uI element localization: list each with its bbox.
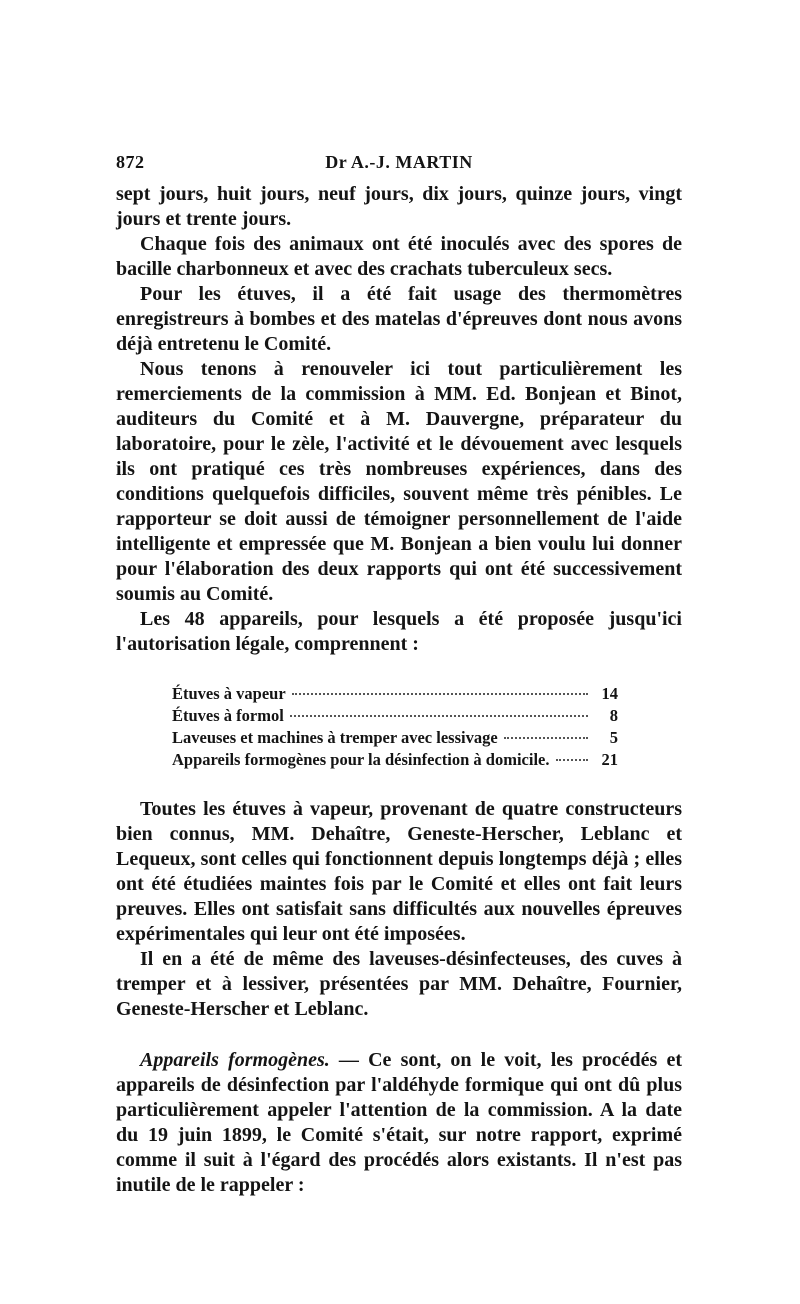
dot-leader [556, 759, 588, 761]
paragraph: Chaque fois des animaux ont été inoculés avec des spores de bacille charbonneux et avec des crachats tuberculeux secs. [116, 233, 682, 280]
list-item-label: Étuves à vapeur [172, 684, 286, 703]
body-text [116, 182, 682, 1198]
list-item [172, 705, 618, 727]
paragraph: sept jours, huit jours, neuf jours, dix jours, quinze jours, vingt jours et trente jours. [116, 183, 682, 230]
appareils-list [172, 683, 618, 771]
list-item-label: Laveuses et machines à tremper avec lessivage [172, 728, 498, 747]
section-paragraph [116, 1048, 682, 1198]
list-item-count: 5 [609, 728, 618, 747]
list-item [172, 683, 618, 705]
list-item-count: 21 [601, 750, 618, 769]
list-item-label: Appareils formogènes pour la désinfection à domicile. [172, 750, 550, 769]
list-item [172, 727, 618, 749]
page-number: 872 [116, 152, 145, 172]
list-item-count: 14 [601, 684, 618, 703]
paragraph: Nous tenons à renouveler ici tout particulièrement les remerciements de la commission à MM. Ed. Bonjean et Binot, auditeurs du Comité et à M. Dauvergne, préparateur du laboratoire, pour le zèle, l'activité et le dévouement avec lesquels ils ont pratiqué ces très nombreuses expériences, dans des conditions quelquefois difficiles, souvent même très pénibles. Le rapporteur se doit aussi de témoigner personnellement de l'aide intelligente et empressée que M. Bonjean a bien voulu lui donner pour l'élaboration des deux rapports qui ont été successivement soumis au Comité. [116, 358, 682, 605]
dot-leader [504, 737, 588, 739]
paragraph: Les 48 appareils, pour lesquels a été proposée jusqu'ici l'autorisation légale, comprennent : [116, 608, 682, 655]
list-item [172, 749, 618, 771]
paragraph: Pour les étuves, il a été fait usage des thermomètres enregistreurs à bombes et des matelas d'épreuves dont nous avons déjà entretenu le Comité. [116, 283, 682, 355]
section-gap [116, 1022, 682, 1048]
list-item-count: 8 [609, 706, 618, 725]
page-header [116, 148, 682, 176]
list-item-label: Étuves à formol [172, 706, 284, 725]
paragraph: Il en a été de même des laveuses-désinfecteuses, des cuves à tremper et à lessiver, présentées par MM. Dehaître, Fournier, Geneste-Herscher et Leblanc. [116, 948, 682, 1020]
section-text: — Ce sont, on le voit, les procédés et appareils de désinfection par l'aldéhyde formique qui ont dû plus particulièrement appeler l'attention de la commission. A la date du 19 juin 1899, le Comité s'était, sur notre rapport, exprimé comme il suit à l'égard des procédés alors existants. Il n'est pas inutile de le rappeler : [116, 1049, 682, 1196]
dot-leader [292, 693, 588, 695]
section-heading: Appareils formogènes. [140, 1049, 330, 1071]
running-title: Dr A.-J. MARTIN [325, 152, 473, 172]
dot-leader [290, 715, 588, 717]
paragraph: Toutes les étuves à vapeur, provenant de quatre constructeurs bien connus, MM. Dehaître, Geneste-Herscher, Leblanc et Lequeux, sont celles qui fonctionnent depuis longtemps déjà ; elles ont été étudiées maintes fois par le Comité et elles ont fait leurs preuves. Elles ont satisfait sans difficultés aux nouvelles épreuves expérimentales qui leur ont été imposées. [116, 798, 682, 945]
